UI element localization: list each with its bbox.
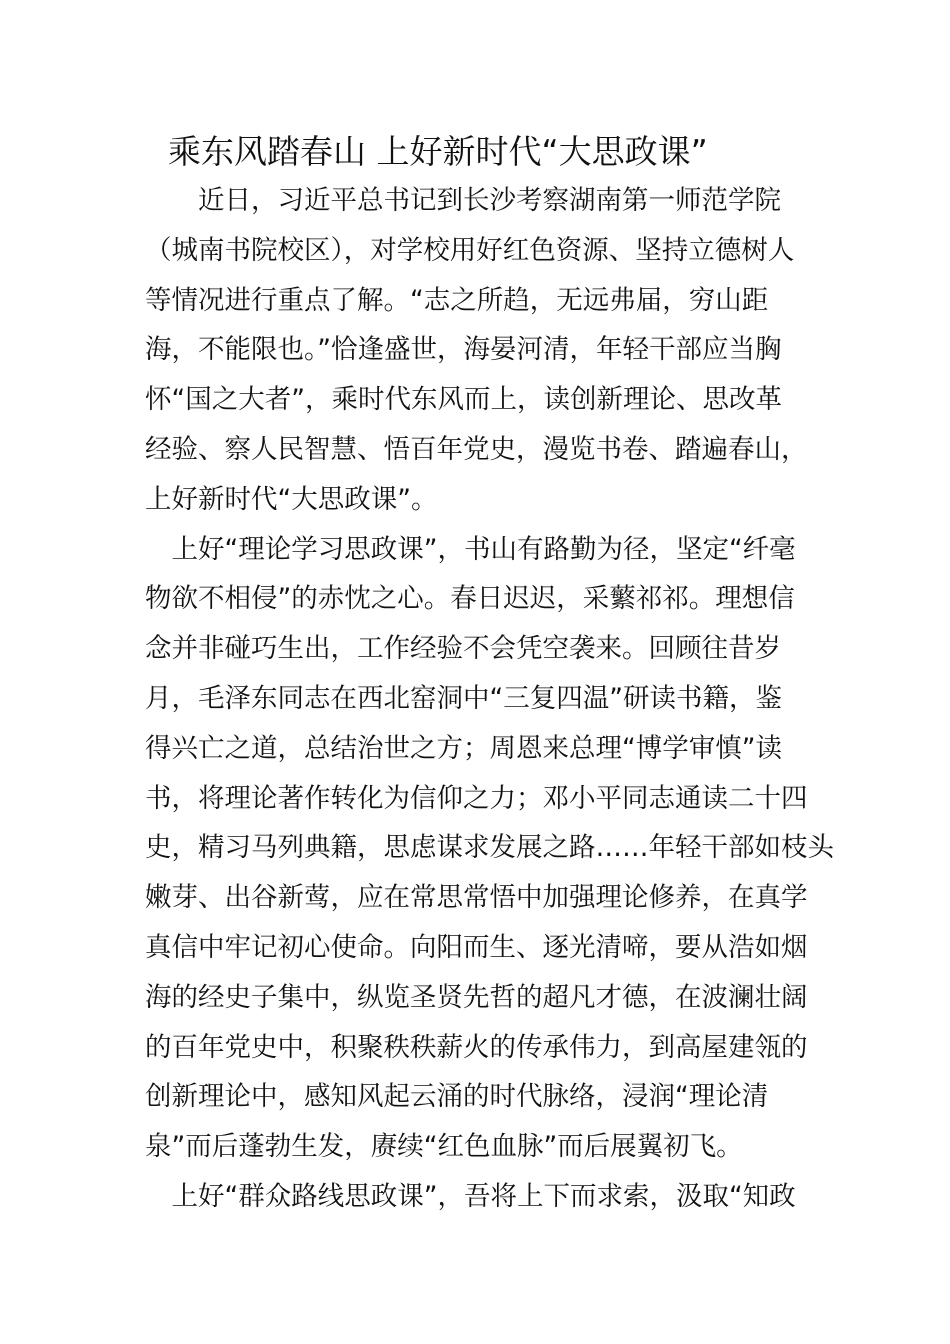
body-line: 月，毛泽东同志在西北窑洞中“三复四温”研读书籍，鉴 [145,683,782,714]
body-line: 真信中牢记初心使命。向阳而生、逐光清啼，要从浩如烟 [145,932,808,963]
body-line: 书，将理论著作转化为信仰之力；邓小平同志通读二十四 [145,782,808,814]
body-line: 史，精习马列典籍，思虑谋求发展之路……年轻干部如枝头 [145,832,834,864]
body-line: 得兴亡之道，总结治世之方；周恩来总理“博学审慎”读 [145,732,782,764]
body-line: 创新理论中，感知风起云涌的时代脉络，浸润“理论清 [145,1081,769,1113]
body-line: 海，不能限也。”恰逢盛世，海晏河清，年轻干部应当胸 [145,334,782,366]
body-line: 念并非碰巧生出，工作经验不会凭空袭来。回顾往昔岁 [145,633,781,665]
body-line: 近日，习近平总书记到长沙考察湖南第一师范学院 [145,185,781,216]
body-line: （城南书院校区），对学校用好红色资源、坚持立德树人 [145,234,795,266]
body-line: 嫩芽、出谷新莺，应在常思常悟中加强理论修养，在真学 [145,882,808,914]
body-line: 等情况进行重点了解。“志之所趋，无远弗届，穷山距 [145,284,769,316]
body-line: 上好新时代“大思政课”。 [145,483,438,515]
document-title: 乘东风踏春山 上好新时代“大思政课” [168,132,708,171]
body-line: 物欲不相侵”的赤忱之心。春日迟迟，采蘩祁祁。理想信 [145,583,795,615]
body-line: 上好“理论学习思政课”，书山有路勤为径，坚定“纤毫 [145,533,796,565]
body-line: 上好“群众路线思政课”，吾将上下而求索，汲取“知政 [145,1181,796,1212]
body-line: 经验、察人民智慧、悟百年党史，漫览书卷、踏遍春山， [145,434,808,465]
body-line: 怀“国之大者”，乘时代东风而上，读创新理论、思改革 [145,384,782,416]
body-line: 海的经史子集中，纵览圣贤先哲的超凡才德，在波澜壮阔 [145,981,808,1013]
body-line: 泉”而后蓬勃生发，赓续“红色血脉”而后展翼初飞。 [145,1131,743,1163]
body-line: 的百年党史中，积聚秩秩薪火的传承伟力，到高屋建瓴的 [145,1031,808,1063]
